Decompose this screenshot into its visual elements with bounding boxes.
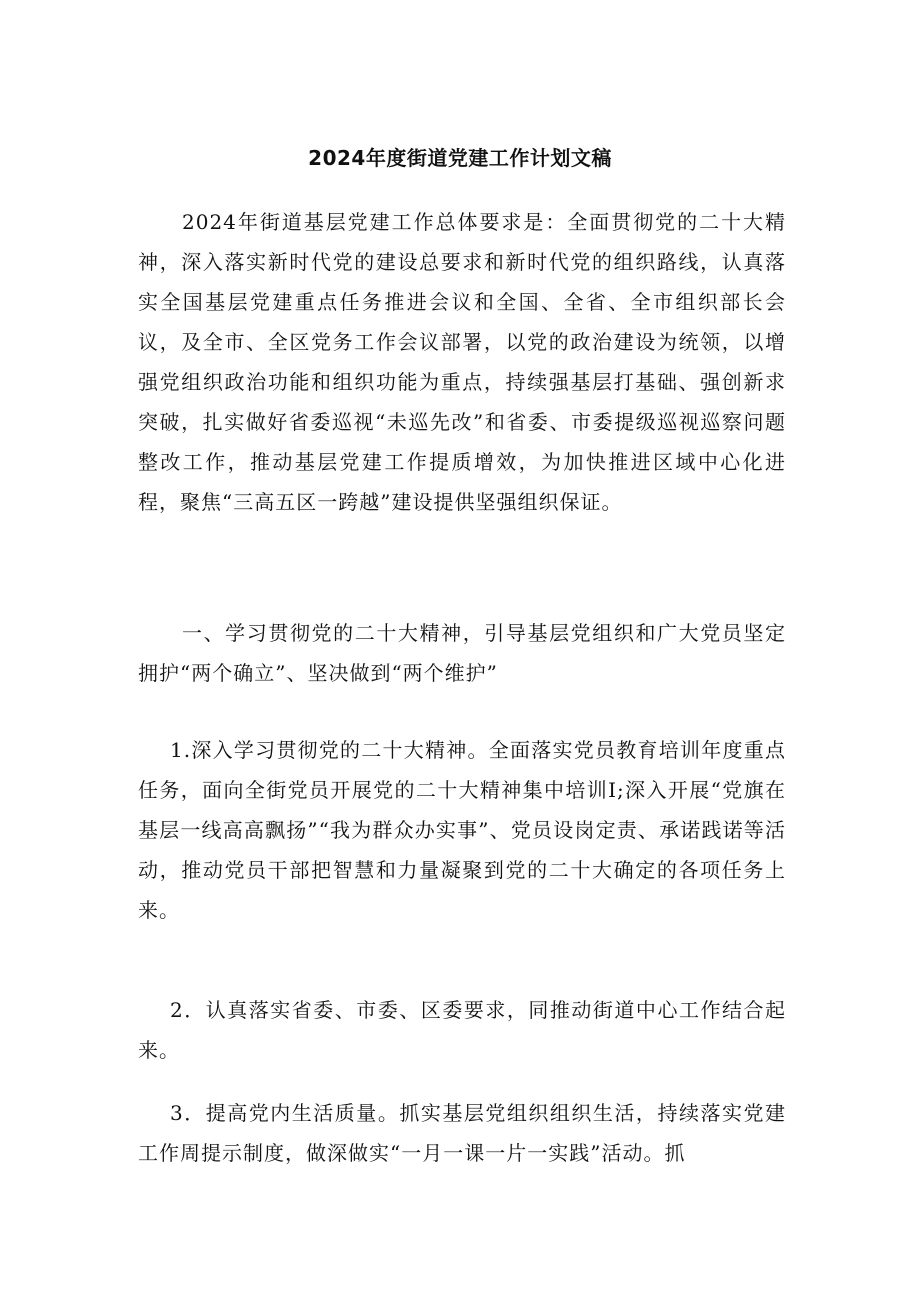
section-heading-one: 一、学习贯彻党的二十大精神，引导基层党组织和广大党员坚定拥护“两个确立”、坚决做到“两个维护” (138, 621, 786, 685)
paragraph-item-1: 1.深入学习贯彻党的二十大精神。全面落实党员教育培训年度重点任务，面向全街党员开展党的二十大精神集中培训I;深入开展“党旗在基层一线高高飘扬”“我为群众办实事”、党员设岗定责、承诺践诺等活动，推动党员干部把智慧和力量凝聚到党的二十大确定的各项任务上来。 (138, 738, 786, 922)
paragraph-general-requirements: 2024年街道基层党建工作总体要求是：全面贯彻党的二十大精神，深入落实新时代党的建设总要求和新时代党的组织路线，认真落实全国基层党建重点任务推进会议和全国、全省、全市组织部长会议，及全市、全区党务工作会议部署，以党的政治建设为统领，以增强党组织政治功能和组织功能为重点，持续强基层打基础、强创新求突破，扎实做好省委巡视“未巡先改”和省委、市委提级巡视巡察问题整改工作，推动基层党建工作提质增效，为加快推进区域中心化进程，聚焦“三高五区一跨越”建设提供坚强组织保证。 (138, 210, 786, 514)
document-title: 2024年度街道党建工作计划文稿 (308, 146, 612, 170)
paragraph-item-3: 3．提高党内生活质量。抓实基层党组织组织生活，持续落实党建工作周提示制度，做深做实“一月一课一片一实践”活动。抓 (138, 1101, 786, 1165)
paragraph-item-2: 2．认真落实省委、市委、区委要求，同推动街道中心工作结合起来。 (138, 998, 786, 1062)
